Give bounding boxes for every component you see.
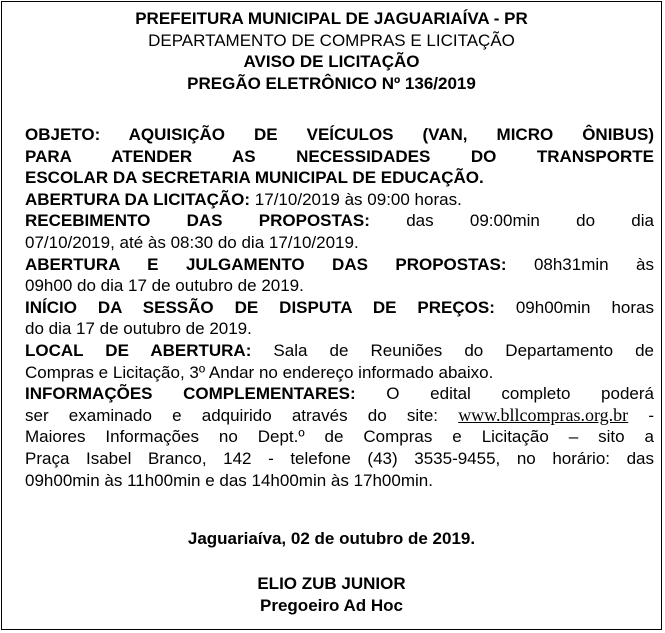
abertura-value: 17/10/2019 às 09:00 horas. (250, 189, 462, 209)
sessao-line-1 (25, 297, 654, 319)
bllcompras-link[interactable]: www.bllcompras.org.br (458, 404, 629, 425)
sessao-label: INÍCIO DA SESSÃO DE DISPUTA DE PREÇOS: (25, 297, 495, 317)
informacoes-line-5: 09h00min às 11h00min e das 14h00min às 17h00min. (25, 470, 433, 490)
local-line-1 (25, 340, 654, 362)
signer-role: Pregoeiro Ad Hoc (260, 595, 403, 615)
julgamento-label: ABERTURA E JULGAMENTO DAS PROPOSTAS: (25, 254, 507, 274)
recebimento-rest: das 09:00min do dia (369, 211, 654, 231)
objeto-line-3: ESCOLAR DA SECRETARIA MUNICIPAL DE EDUCAÇÃO. (25, 168, 484, 188)
notice-type: AVISO DE LICITAÇÃO (243, 52, 420, 72)
sessao-line-2: do dia 17 de outubro de 2019. (25, 319, 252, 339)
municipality-title: PREFEITURA MUNICIPAL DE JAGUARIAÍVA - PR (135, 9, 528, 28)
date-line: Jaguariaíva, 02 de outubro de 2019. (187, 529, 476, 548)
signer-name: ELIO ZUB JUNIOR (257, 574, 406, 593)
informacoes-label: INFORMAÇÕES COMPLEMENTARES: (25, 384, 356, 404)
abertura-licitacao (25, 189, 654, 211)
abertura-label: ABERTURA DA LICITAÇÃO: (25, 189, 251, 209)
recebimento-line-1 (25, 210, 654, 232)
local-rest: Sala de Reuniões do Departamento de (251, 340, 654, 360)
local-line-2: Compras e Licitação, 3º Andar no endereço informado abaixo. (25, 362, 494, 382)
notice-header (2, 2, 661, 94)
recebimento-label: RECEBIMENTO DAS PROPOSTAS: (25, 211, 370, 231)
local-label: LOCAL DE ABERTURA: (25, 340, 252, 360)
objeto-line-2: PARA ATENDER AS NECESSIDADES DO TRANSPORTE (25, 146, 654, 166)
informacoes-site-text: ser examinado e adquirido através do site: (25, 405, 459, 425)
informacoes-line-4: Praça Isabel Branco, 142 - telefone (43) 3535-9455, no horário: das (25, 448, 654, 468)
julgamento-rest: 08h31min às (506, 254, 654, 274)
julgamento-line-1 (25, 254, 654, 276)
informacoes-line-2 (25, 405, 654, 427)
signature-block (2, 573, 661, 616)
notice-body (25, 124, 654, 491)
department-title: DEPARTAMENTO DE COMPRAS E LICITAÇÃO (148, 30, 515, 50)
sessao-rest: 09h00min horas (494, 297, 654, 317)
informacoes-dash: - (628, 405, 654, 425)
objeto-line-1: OBJETO: AQUISIÇÃO DE VEÍCULOS (VAN, MICRO ÔNIBUS) (25, 125, 654, 144)
julgamento-line-2: 09h00 do dia 17 de outubro de 2019. (25, 276, 304, 296)
auction-number: PREGÃO ELETRÔNICO Nº 136/2019 (187, 73, 476, 93)
informacoes-line-1 (25, 383, 654, 405)
recebimento-line-2: 07/10/2019, até às 08:30 do dia 17/10/2019. (25, 232, 359, 252)
notice-frame (1, 1, 662, 630)
informacoes-line-3: Maiores Informações no Dept.º de Compras e Licitação – sito a (25, 427, 654, 447)
informacoes-rest: O edital completo poderá (355, 384, 654, 404)
